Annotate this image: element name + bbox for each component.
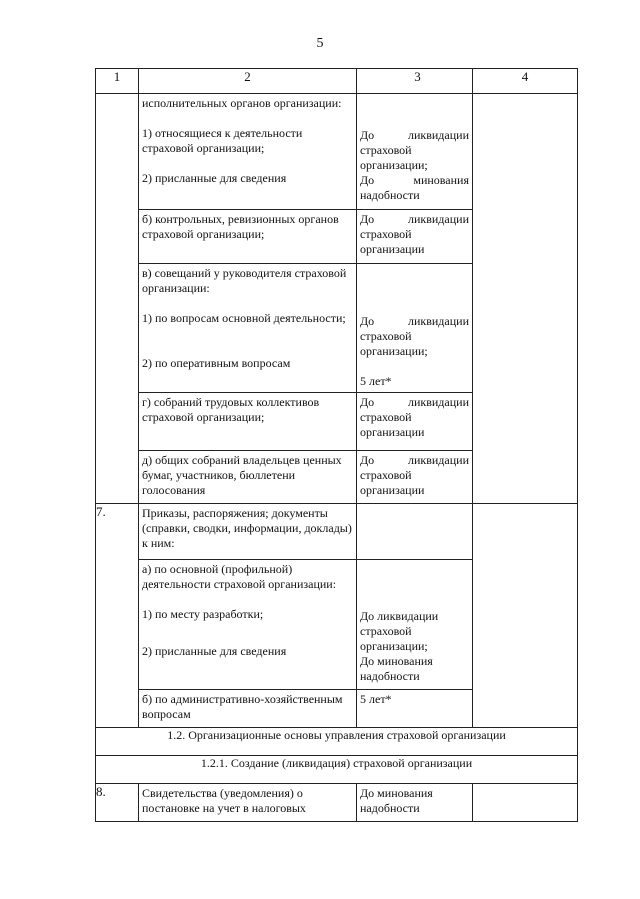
header-col-4: 4 [473, 69, 578, 94]
doc-text: а) по основной (профильной) деятельности страховой организации: [142, 562, 337, 591]
doc-text: д) общих собраний владельцев ценных бумаг, участников, бюллетени голосования [142, 453, 342, 497]
doc-text: 2) присланные для сведения [142, 171, 287, 185]
note-cell [473, 784, 578, 822]
note-cell [473, 504, 578, 728]
term-text: 5 лет* [360, 692, 392, 706]
doc-text: 1) по вопросам основной деятельности; [142, 311, 346, 325]
doc-cell [139, 784, 357, 822]
doc-cell [139, 560, 357, 690]
term-text: 5 лет* [360, 374, 392, 388]
item-number: 8. [96, 784, 139, 822]
header-col-1: 1 [96, 69, 139, 94]
doc-cell [139, 210, 357, 264]
doc-cell [139, 690, 357, 728]
doc-text: г) собраний трудовых коллективов страховой организации; [142, 395, 320, 424]
doc-text: б) по административно-хозяйственным вопросам [142, 692, 343, 721]
block-intro: исполнительных органов организации: [142, 96, 342, 110]
term-text: страховой организации [360, 410, 425, 439]
page-number: 5 [316, 36, 324, 51]
header-col-3: 3 [357, 69, 473, 94]
term-text: страховой организации [360, 227, 425, 256]
doc-cell [139, 504, 357, 560]
term-cell [357, 504, 473, 560]
doc-cell [139, 94, 357, 210]
section-heading: 1.2. Организационные основы управления страховой организации [96, 728, 578, 756]
num-cell [96, 94, 139, 504]
doc-text: 2) присланные для сведения [142, 644, 287, 658]
table-row [96, 504, 578, 560]
term-cell [357, 784, 473, 822]
term-text: До минования [360, 173, 469, 187]
note-cell [473, 94, 578, 504]
section-row [96, 728, 578, 756]
header-row [96, 69, 578, 94]
term-text: страховой организации [360, 468, 425, 497]
term-cell [357, 94, 473, 210]
term-text: До минования надобности [360, 786, 433, 815]
term-cell [357, 264, 473, 393]
doc-text: Приказы, распоряжения; документы (справки, сводки, информации, доклады) к ним: [142, 506, 352, 550]
term-text: До ликвидации [360, 453, 469, 467]
subsection-heading: 1.2.1. Создание (ликвидация) страховой организации [96, 756, 578, 784]
term-cell [357, 560, 473, 690]
retention-table [95, 68, 578, 822]
doc-text: Свидетельства (уведомления) о постановке на учет в налоговых [142, 786, 306, 815]
term-text: До ликвидации [360, 212, 469, 226]
term-text: До ликвидации [360, 128, 469, 142]
term-text: страховой организации; [360, 143, 428, 172]
doc-text: 1) по месту разработки; [142, 607, 264, 621]
term-text: До ликвидации [360, 314, 469, 328]
term-text: До ликвидации [360, 395, 469, 409]
term-text: До ликвидации страховой организации; [360, 609, 439, 653]
term-text: До минования надобности [360, 654, 433, 683]
doc-text: 1) относящиеся к деятельности страховой организации; [142, 126, 303, 155]
term-text: страховой организации; [360, 329, 428, 358]
header-col-2: 2 [139, 69, 357, 94]
term-cell [357, 210, 473, 264]
term-cell [357, 393, 473, 451]
table-row [96, 94, 578, 210]
term-text: надобности [360, 188, 420, 202]
doc-text: в) совещаний у руководителя страховой организации: [142, 266, 347, 295]
doc-cell [139, 264, 357, 393]
doc-cell [139, 451, 357, 504]
item-number: 7. [96, 504, 139, 728]
doc-text: б) контрольных, ревизионных органов страховой организации; [142, 212, 339, 241]
section-row [96, 756, 578, 784]
doc-text: 2) по оперативным вопросам [142, 356, 291, 370]
term-cell [357, 690, 473, 728]
table-row [96, 784, 578, 822]
term-cell [357, 451, 473, 504]
doc-cell [139, 393, 357, 451]
